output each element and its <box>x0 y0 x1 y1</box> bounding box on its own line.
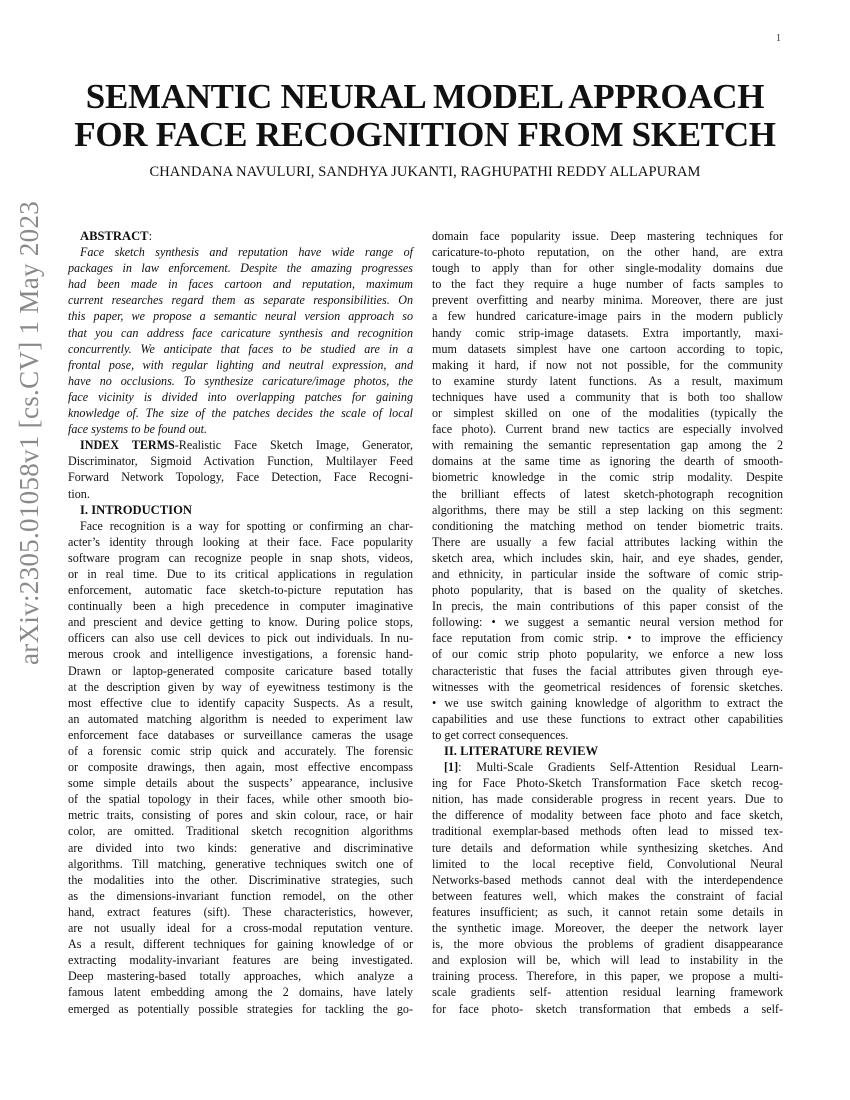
text-line: features insufficient; as such, it cannot retain some details in <box>432 904 783 919</box>
text-line: and ethnicity, in particular inside the software of comic strip- <box>432 566 783 581</box>
text-line: or in real time. Due to its critical applications in regulation <box>68 566 413 581</box>
text-line: this paper, we propose a semantic neural version approach so <box>68 309 413 324</box>
text-line: algorithms, there may be still a step lacking on this segment: <box>432 502 783 517</box>
text-line: to examine sturdy latent functions. As a result, maximum <box>432 373 783 388</box>
arxiv-identifier-stamp: arXiv:2305.01058v1 [cs.CV] 1 May 2023 <box>14 200 44 665</box>
text-line: at the description given by way of eyewitness testimony is the <box>68 679 413 694</box>
text-line: As a result, different techniques for gaining knowledge of or <box>68 937 413 952</box>
text-line: to get correct consequences. <box>432 727 569 742</box>
text-line: to the fact they require a huge number of facts samples to <box>432 277 783 292</box>
text-line: ing for Face Photo-Sketch Transformation Face sketch recog- <box>432 776 783 791</box>
text-line: photo popularity, that is based on the quality of sketches. <box>432 583 783 598</box>
text-line: knowledge of. The size of the patches decides the scale of local <box>68 406 413 421</box>
text-line: ture details and deformation while synthesizing sketches. And <box>432 840 783 855</box>
text-line: limited to the local receptive field, Convolutional Neural <box>432 856 783 871</box>
text-line: Discriminator, Sigmoid Activation Function, Multilayer Feed <box>68 454 413 469</box>
text-line: extracting modality-invariant features are being investigated. <box>68 953 413 968</box>
text-line: Face recognition is a way for spotting or confirming an char- <box>80 518 413 533</box>
right-column <box>432 228 783 1017</box>
text-line: the difference of modality between face photo and face sketch, <box>432 808 783 823</box>
text-line: is, the more obvious the problems of gradient disappearance <box>432 937 783 952</box>
text-line: Deep mastering-based totally approaches, which analyze a <box>68 969 413 984</box>
text-line: characteristic that fuses the facial attributes given through eye- <box>432 663 783 678</box>
text-line: tion. <box>68 486 90 501</box>
text-line: for face photo- sketch transformation that embeds a self- <box>432 1001 783 1016</box>
index-terms-body <box>68 453 413 501</box>
text-line: some simple details about the suspects’ appearance, inclusive <box>68 776 413 791</box>
title-line: FOR FACE RECOGNITION FROM SKETCH <box>74 115 776 154</box>
text-line: and explosion will be, which will lead to instability in the <box>432 953 783 968</box>
text-line: of the spatial topology in their faces, while other smooth bio- <box>68 792 413 807</box>
text-line: with remaining the semantic representation gap among the 2 <box>432 438 783 453</box>
literature-review-heading: II. LITERATURE REVIEW <box>444 744 599 758</box>
text-line: between features well, which makes the constraint of facial <box>432 888 783 903</box>
text-line: emerged as potentially possible strategies for tackling the go- <box>68 1001 413 1016</box>
text-line: techniques have used a community that is both too shallow <box>432 389 783 404</box>
text-line: most effective clue to identify capacity Suspects. As a result, <box>68 695 413 710</box>
text-line: metric traits, consisting of pores and skin colour, race, or hair <box>68 808 413 823</box>
text-line: enforcement face databases or surveillance cameras the usage <box>68 727 413 742</box>
text-line: sketch area, which includes skin, hair, and eye shades, gender, <box>432 550 783 565</box>
text-line: hand, extract features (sift). These characteristics, however, <box>68 904 413 919</box>
text-line: making it hard, if now not not possible, for the community <box>432 357 783 372</box>
text-line: a few hundred caricature-image pairs in the modern publicly <box>432 309 783 324</box>
text-line: Forward Network Topology, Face Detection, Face Recogni- <box>68 470 413 485</box>
text-line: are not usually ideal for a cross-modal reputation venture. <box>68 921 413 936</box>
text-line: face vicinity is divided into overlapping patches for gaining <box>68 389 413 404</box>
text-line: tough to apply than for other single-modality domains due <box>432 261 783 276</box>
text-line: training process. Therefore, in this paper, we propose a multi- <box>432 969 783 984</box>
introduction-body-left <box>68 518 413 1017</box>
text-line: witnesses with the geometrical residences of forensic sketches. <box>432 679 783 694</box>
text-line: nition, has made considerable progress in recent years. Due to <box>432 792 783 807</box>
text-line: In precis, the main contributions of this paper consist of the <box>432 599 783 614</box>
abstract-heading <box>68 228 413 244</box>
text-line: traditional exemplar-based methods often lead to missed tex- <box>432 824 783 839</box>
index-terms-label: INDEX TERMS <box>80 438 175 453</box>
text-line: continually been a high precedence in computer imaginative <box>68 599 413 614</box>
text-line: conditioning the matching method on tender biometric traits. <box>432 518 783 533</box>
text-line: face systems to be found out. <box>68 422 208 437</box>
text-line: domains at the same time as ignoring the dearth of smooth- <box>432 454 783 469</box>
text-line: algorithms. Till matching, generative techniques switch one of <box>68 856 413 871</box>
text-line: There are usually a few facial attributes lacking within the <box>432 534 783 549</box>
text-line: an automated matching algorithm is needed to experiment law <box>68 711 413 726</box>
text-line: scale gradients self- attention residual learning framework <box>432 985 783 1000</box>
text-line: officers can also use cell devices to pick out individuals. In nu- <box>68 631 413 646</box>
text-line: enforcement, automatic face sketch-to-picture reputation has <box>68 583 413 598</box>
text-line: the modalities into the other. Discriminative strategies, such <box>68 872 413 887</box>
text-line: frontal pose, with regular lighting and neutral expression, and <box>68 357 413 372</box>
author-list: CHANDANA NAVULURI, SANDHYA JUKANTI, RAGHUPATHI REDDY ALLAPURAM <box>149 164 701 180</box>
index-terms <box>68 437 413 453</box>
abstract-body <box>68 244 413 437</box>
text-line: that you can address face caricature synthesis and recognition <box>68 325 413 340</box>
text-line: of our comic strip photo popularity, we enforce a new loss <box>432 647 783 662</box>
text-line: as the dimensions-invariant function remodel, on the other <box>68 888 413 903</box>
text-line: Face sketch synthesis and reputation have wide range of <box>80 245 413 260</box>
text-line: face photo). Current brand new tactics are especially involved <box>432 422 783 437</box>
introduction-heading: I. INTRODUCTION <box>80 502 192 517</box>
text-line: face reputation from comic strip. • to improve the efficiency <box>432 631 783 646</box>
text-line: mum datasets simplest have one cartoon according to topic, <box>432 341 783 356</box>
text-line: or composite drawings, then again, most effective encompass <box>68 760 413 775</box>
text-line: Networks-based methods cannot deal with the interdependence <box>432 872 783 887</box>
text-line: biometric knowledge in the comic strip modality. Despite <box>432 470 783 485</box>
text-line: following: • we suggest a semantic neural version method for <box>432 615 783 630</box>
text-line: are divided into two kinds: generative and discriminative <box>68 840 413 855</box>
paper-title <box>60 78 790 154</box>
citation-label: [1] <box>444 760 459 775</box>
text-line: prevent overfitting and nearby minima. Moreover, there are just <box>432 293 783 308</box>
text-line: and prescient and device getting to know. During police stops, <box>68 615 413 630</box>
text-line: handy comic strip-image datasets. Extra importantly, maxi- <box>432 325 783 340</box>
literature-review-body <box>432 775 783 1016</box>
abstract-heading-text: ABSTRACT <box>80 229 149 243</box>
literature-first-line: : Multi-Scale Gradients Self-Attention Residual Learn- <box>458 760 783 775</box>
text-line: packages in law enforcement. Despite the amazing progresses <box>68 261 413 276</box>
introduction-body-right <box>432 228 783 743</box>
abstract-heading-colon: : <box>148 229 153 243</box>
text-line: domain face popularity issue. Deep mastering techniques for <box>432 229 783 243</box>
text-line: caricature-to-photo reputation, on the other hand, are extra <box>432 245 783 260</box>
text-line: have no occlusions. To synthesize caricature/image photos, the <box>68 373 413 388</box>
text-line: software program can recognize people in snap shots, videos, <box>68 550 413 565</box>
index-terms-first-line: -Realistic Face Sketch Image, Generator, <box>174 438 413 453</box>
text-line: acter’s identity through looking at their face. Face popularity <box>68 534 413 549</box>
page-number: 1 <box>776 33 781 44</box>
text-line: capabilities and use these functions to extract other capabilities <box>432 711 783 726</box>
text-line: color, are omitted. Traditional sketch recognition algorithms <box>68 824 413 839</box>
text-line: famous latent embedding among the 2 domains, have lately <box>68 985 413 1000</box>
left-column <box>68 228 413 1017</box>
text-line: concurrently. We anticipate that faces to be studied are in a <box>68 341 413 356</box>
text-line: of a forensic comic strip quick and accurately. The forensic <box>68 744 413 758</box>
text-line: the brilliant effects of latest sketch-photograph recognition <box>432 486 783 501</box>
text-line: • we use switch gaining knowledge of algorithm to extract the <box>432 695 783 710</box>
text-line: current researches regard them as separate responsibilities. On <box>68 293 413 308</box>
text-line: Drawn or laptop-generated composite caricature based totally <box>68 663 413 678</box>
text-line: merous crook and intelligence investigations, a forensic hand- <box>68 647 413 662</box>
text-line: or simplest skilled on one of the modalities (typically the <box>432 406 783 421</box>
title-line: SEMANTIC NEURAL MODEL APPROACH <box>85 77 765 116</box>
text-line: the synthetic image. Moreover, the deeper the network layer <box>432 921 783 936</box>
literature-ref-1 <box>432 759 783 775</box>
text-line: had been made in faces cartoon and reputation, maximum <box>68 277 413 292</box>
